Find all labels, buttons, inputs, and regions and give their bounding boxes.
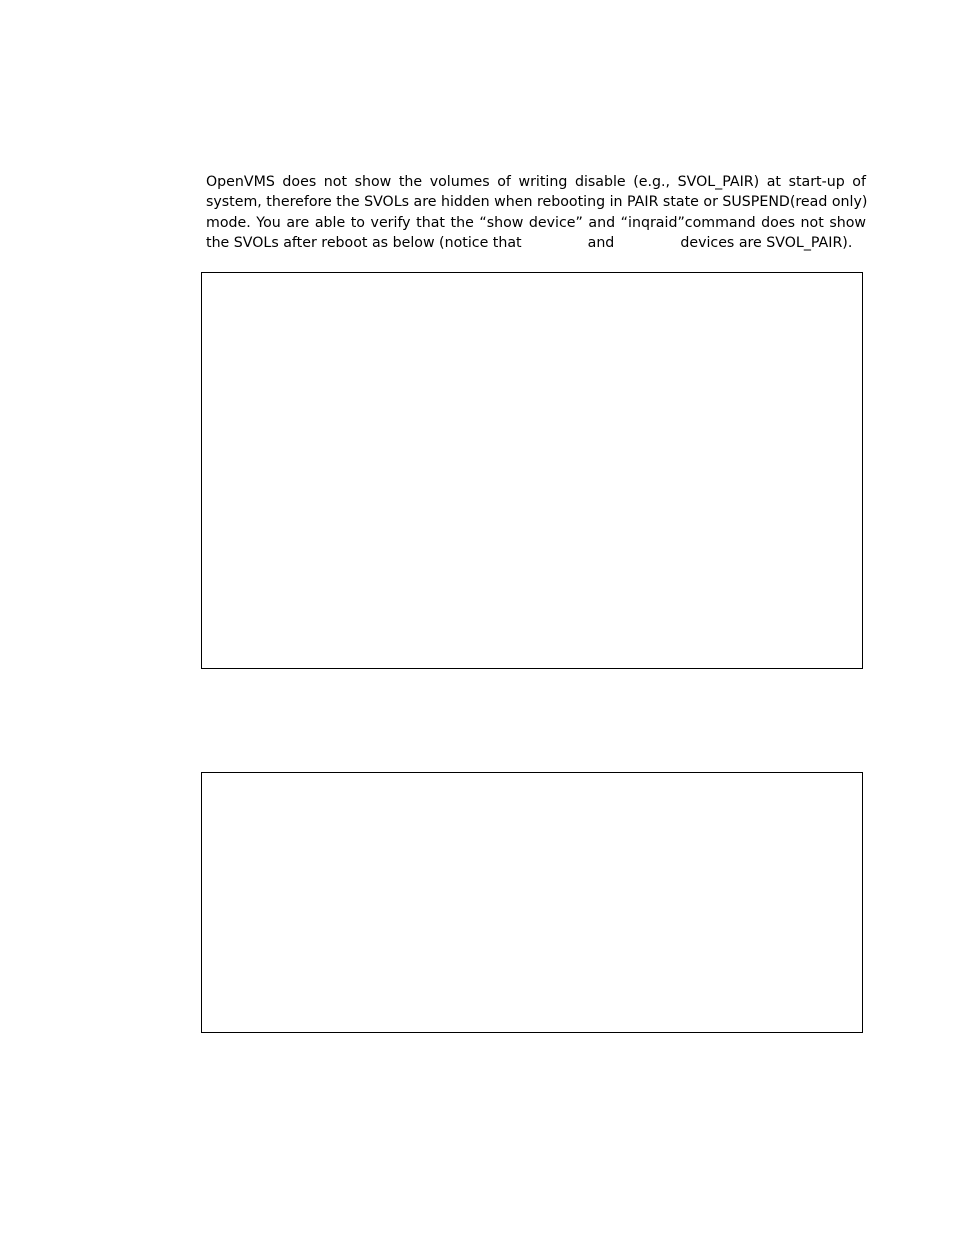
- intro-line-3: mode. You are able to verify that the “show device” and “inqraid”command does not show: [206, 214, 866, 231]
- command-output-box-inqraid: [201, 772, 863, 1033]
- intro-line-4-part-b: and: [587, 234, 615, 251]
- intro-line-2: system, therefore the SVOLs are hidden when rebooting in PAIR state or SUSPEND(read only): [206, 194, 868, 211]
- intro-line-4-part-a: the SVOLs after reboot as below (notice that: [206, 234, 522, 251]
- intro-line-4: [206, 233, 866, 253]
- command-output-box-show-device: [201, 272, 863, 669]
- intro-paragraph: [206, 172, 866, 253]
- intro-line-1: OpenVMS does not show the volumes of writing disable (e.g., SVOL_PAIR) at start-up of: [206, 174, 866, 190]
- intro-line-4-part-c: devices are SVOL_PAIR).: [680, 234, 853, 251]
